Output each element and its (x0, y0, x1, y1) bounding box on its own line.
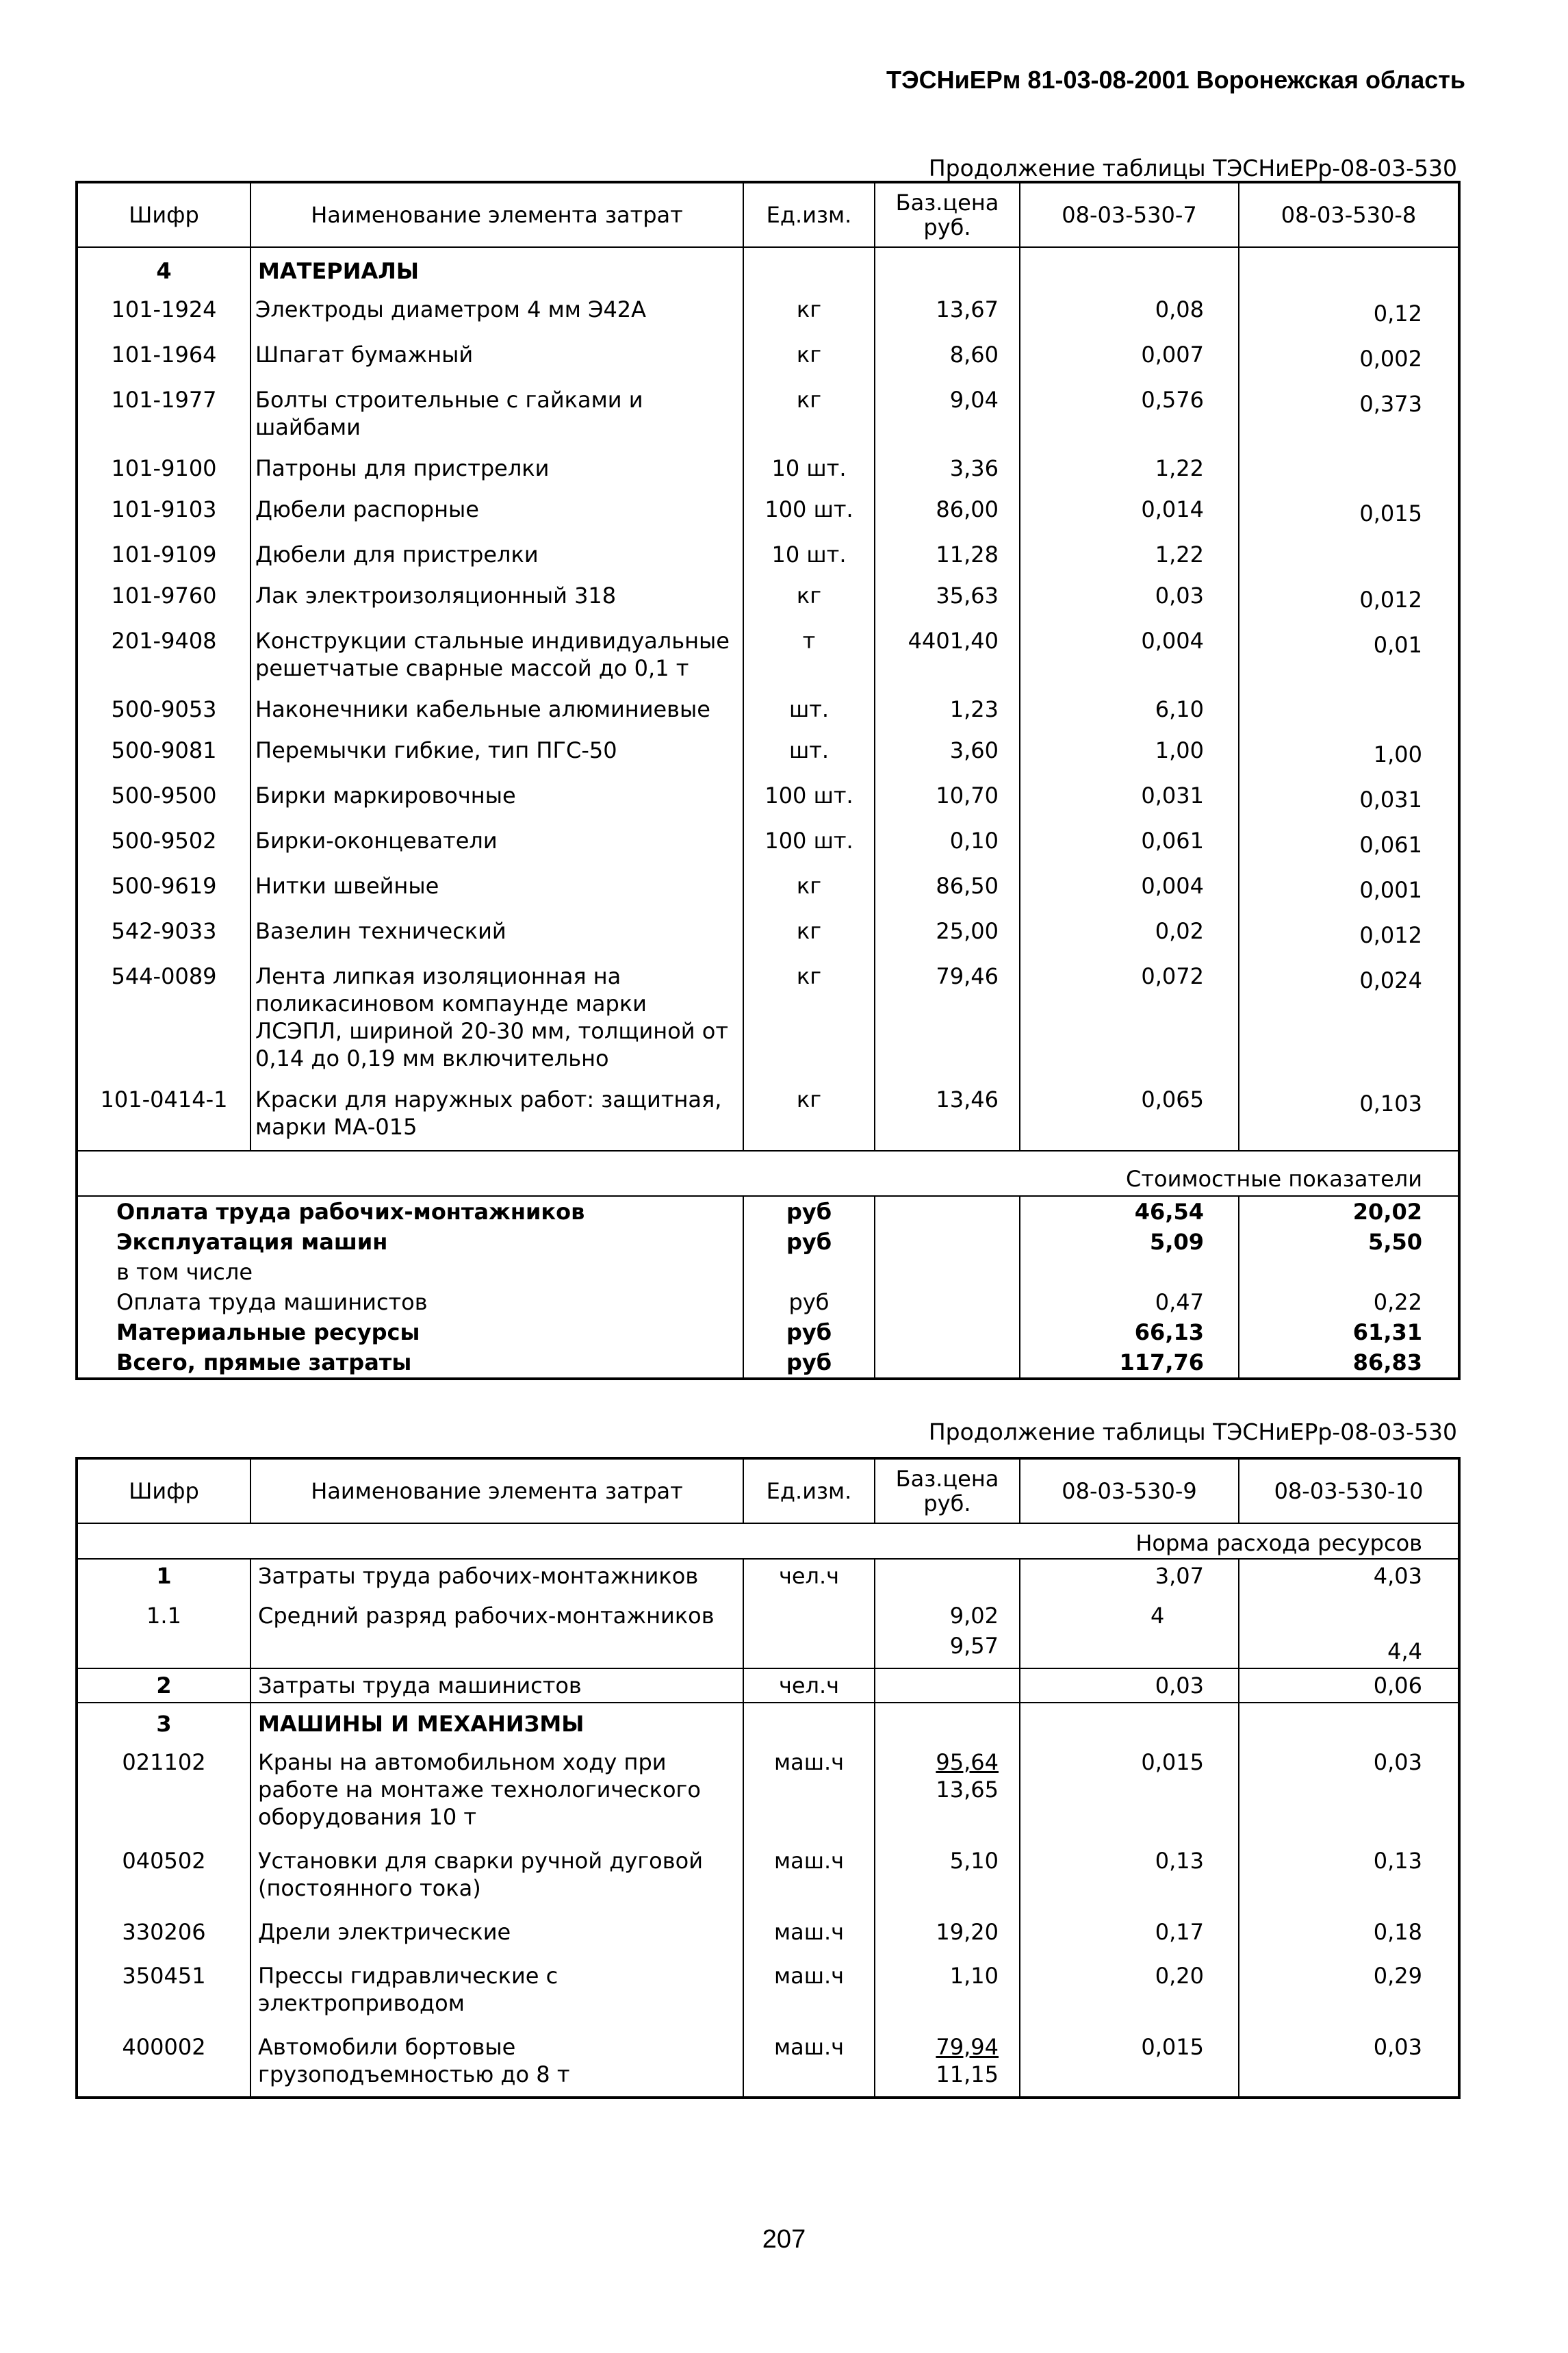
machine-price (875, 1740, 1020, 1839)
summary-price (875, 1287, 1020, 1317)
machine-name: Дрели электрические (250, 1910, 743, 1954)
row-v2: 1,00 (1239, 728, 1459, 774)
grade-name: Средний разряд рабочих-монтажников (250, 1592, 743, 1632)
table-row (77, 1910, 1459, 1954)
table-row (77, 728, 1459, 774)
table-row (77, 1839, 1459, 1910)
document-header: ТЭСНиЕРм 81-03-08-2001 Воронежская область (886, 66, 1465, 94)
col-v2-header: 08-03-530-8 (1239, 182, 1459, 247)
row-price: 4401,40 (875, 619, 1020, 687)
row-v1: 0,065 (1020, 1078, 1239, 1151)
table-row (77, 446, 1459, 487)
machine-v2: 0,13 (1239, 1839, 1459, 1910)
table-row (77, 378, 1459, 446)
summary-v1 (1020, 1257, 1239, 1287)
machine-v1: 0,13 (1020, 1839, 1239, 1910)
machine-code: 330206 (77, 1910, 250, 1954)
row-code: 500-9053 (77, 687, 250, 728)
labor-v2: 4,03 (1239, 1559, 1459, 1592)
col-name-header: Наименование элемента затрат (250, 182, 743, 247)
row-v1: 0,061 (1020, 819, 1239, 864)
summary-label: Оплата труда машинистов (116, 1289, 428, 1315)
row-v2: 0,001 (1239, 864, 1459, 909)
row-v2: 0,015 (1239, 487, 1459, 533)
grade-row (77, 1592, 1459, 1632)
table-row (77, 1740, 1459, 1839)
row-price: 3,60 (875, 728, 1020, 774)
row-code: 101-1964 (77, 333, 250, 378)
summary-unit: руб (743, 1347, 875, 1379)
machine-code: 040502 (77, 1839, 250, 1910)
machine-price-value: 95,64 (936, 1749, 999, 1775)
operators-row (77, 1668, 1459, 1703)
summary-v1: 66,13 (1020, 1317, 1239, 1347)
machine-v1: 0,17 (1020, 1910, 1239, 1954)
machine-price (875, 1954, 1020, 2025)
summary-v2: 0,22 (1239, 1287, 1459, 1317)
summary-row (77, 1347, 1459, 1379)
row-name: Патроны для пристрелки (250, 446, 743, 487)
row-v1: 0,014 (1020, 487, 1239, 533)
row-v1: 0,004 (1020, 619, 1239, 687)
summary-row (77, 1227, 1459, 1257)
machine-unit: маш.ч (743, 1740, 875, 1839)
grade-row-2 (77, 1632, 1459, 1668)
section-name: МАТЕРИАЛЫ (250, 247, 743, 288)
row-price: 25,00 (875, 909, 1020, 954)
operators-v2: 0,06 (1239, 1668, 1459, 1703)
summary-label: Эксплуатация машин (116, 1229, 388, 1255)
table-row (77, 687, 1459, 728)
row-v1: 1,22 (1020, 533, 1239, 574)
col-v1-header: 08-03-530-9 (1020, 1458, 1239, 1523)
machine-price-value: 5,10 (949, 1848, 999, 1874)
machine-v2: 0,03 (1239, 2025, 1459, 2098)
operators-name: Затраты труда машинистов (250, 1668, 743, 1703)
col-code-header: Шифр (77, 182, 250, 247)
table-row (77, 1078, 1459, 1151)
row-name: Дюбели для пристрелки (250, 533, 743, 574)
row-name: Наконечники кабельные алюминиевые (250, 687, 743, 728)
machine-price (875, 1839, 1020, 1910)
summary-row (77, 1257, 1459, 1287)
row-v1: 0,02 (1020, 909, 1239, 954)
row-v1: 6,10 (1020, 687, 1239, 728)
machine-price-value: 19,20 (936, 1919, 999, 1945)
table-row (77, 619, 1459, 687)
labor-name: Затраты труда рабочих-монтажников (250, 1559, 743, 1592)
row-price: 79,46 (875, 954, 1020, 1078)
summary-price (875, 1257, 1020, 1287)
row-price: 13,46 (875, 1078, 1020, 1151)
row-v1: 1,22 (1020, 446, 1239, 487)
row-code: 500-9619 (77, 864, 250, 909)
machine-v2: 0,18 (1239, 1910, 1459, 1954)
labor-v1: 3,07 (1020, 1559, 1239, 1592)
row-v2: 0,01 (1239, 619, 1459, 687)
row-code: 500-9502 (77, 819, 250, 864)
row-price: 3,36 (875, 446, 1020, 487)
section-row (77, 1703, 1459, 1740)
page-number: 207 (762, 2225, 806, 2254)
table1-header-row (77, 182, 1459, 247)
machine-price-value: 1,10 (949, 1963, 999, 1989)
grade-v1: 4 (1020, 1592, 1239, 1632)
row-v1: 0,576 (1020, 378, 1239, 446)
col-unit-header: Ед.изм. (743, 182, 875, 247)
machine-unit: маш.ч (743, 1839, 875, 1910)
table-row (77, 533, 1459, 574)
machines-body (77, 1740, 1459, 2098)
machine-code: 021102 (77, 1740, 250, 1839)
col-v2-header: 08-03-530-10 (1239, 1458, 1459, 1523)
machine-price (875, 2025, 1020, 2098)
row-name: Лак электроизоляционный 318 (250, 574, 743, 619)
machine-price-secondary: 11,15 (936, 2061, 999, 2087)
cost-header: Стоимостные показатели (77, 1151, 1459, 1196)
table-row (77, 333, 1459, 378)
summary-unit: руб (743, 1227, 875, 1257)
summary-v2: 61,31 (1239, 1317, 1459, 1347)
summary-unit: руб (743, 1317, 875, 1347)
row-v2: 0,103 (1239, 1078, 1459, 1151)
summary-body (77, 1196, 1459, 1379)
summary-unit: руб (743, 1196, 875, 1227)
materials-table (75, 181, 1461, 1380)
machine-unit: маш.ч (743, 1910, 875, 1954)
row-price: 35,63 (875, 574, 1020, 619)
row-price: 9,04 (875, 378, 1020, 446)
labor-row (77, 1559, 1459, 1592)
row-v1: 0,072 (1020, 954, 1239, 1078)
row-v2: 0,12 (1239, 288, 1459, 333)
row-v2: 0,031 (1239, 774, 1459, 819)
table-row (77, 1954, 1459, 2025)
col-v1-header: 08-03-530-7 (1020, 182, 1239, 247)
row-unit: кг (743, 574, 875, 619)
table-row (77, 909, 1459, 954)
row-name: Электроды диаметром 4 мм Э42А (250, 288, 743, 333)
row-name: Вазелин технический (250, 909, 743, 954)
summary-price (875, 1317, 1020, 1347)
section-code: 3 (77, 1703, 250, 1740)
col-price-header: Баз.цена руб. (875, 1458, 1020, 1523)
row-v2: 0,024 (1239, 954, 1459, 1078)
row-v2: 0,002 (1239, 333, 1459, 378)
row-v2: 0,061 (1239, 819, 1459, 864)
row-v1: 0,007 (1020, 333, 1239, 378)
row-v1: 0,03 (1020, 574, 1239, 619)
table-row (77, 954, 1459, 1078)
machine-unit: маш.ч (743, 1954, 875, 2025)
row-unit: шт. (743, 687, 875, 728)
row-unit: 100 шт. (743, 487, 875, 533)
row-code: 542-9033 (77, 909, 250, 954)
machines-table (75, 1457, 1461, 2099)
row-unit: кг (743, 954, 875, 1078)
row-v2: 0,012 (1239, 909, 1459, 954)
summary-row (77, 1196, 1459, 1227)
col-price-header: Баз.цена руб. (875, 182, 1020, 247)
machine-price-secondary: 13,65 (936, 1777, 999, 1803)
row-name: Конструкции стальные индивидуальные решетчатые сварные массой до 0,1 т (250, 619, 743, 687)
table-row (77, 574, 1459, 619)
row-code: 101-1977 (77, 378, 250, 446)
grade-price-1: 9,02 (875, 1592, 1020, 1632)
machine-v1: 0,20 (1020, 1954, 1239, 2025)
table-row (77, 864, 1459, 909)
table-row (77, 774, 1459, 819)
row-name: Краски для наружных работ: защитная, марки МА-015 (250, 1078, 743, 1151)
machine-price-value: 79,94 (936, 2034, 999, 2060)
summary-price (875, 1347, 1020, 1379)
col-unit-header: Ед.изм. (743, 1458, 875, 1523)
machine-unit: маш.ч (743, 2025, 875, 2098)
summary-v2: 20,02 (1239, 1196, 1459, 1227)
labor-code: 1 (77, 1559, 250, 1592)
summary-unit (743, 1257, 875, 1287)
summary-label: Всего, прямые затраты (116, 1349, 412, 1375)
table-row (77, 819, 1459, 864)
operators-code: 2 (77, 1668, 250, 1703)
summary-v1: 117,76 (1020, 1347, 1239, 1379)
row-v2 (1239, 533, 1459, 574)
machine-code: 350451 (77, 1954, 250, 2025)
machine-v1: 0,015 (1020, 1740, 1239, 1839)
row-v2 (1239, 446, 1459, 487)
row-code: 500-9500 (77, 774, 250, 819)
row-price: 10,70 (875, 774, 1020, 819)
operators-v1: 0,03 (1020, 1668, 1239, 1703)
table2-header-row (77, 1458, 1459, 1523)
summary-row (77, 1317, 1459, 1347)
summary-v1: 46,54 (1020, 1196, 1239, 1227)
summary-v1: 0,47 (1020, 1287, 1239, 1317)
row-price: 1,23 (875, 687, 1020, 728)
section-name: МАШИНЫ И МЕХАНИЗМЫ (250, 1703, 743, 1740)
row-code: 101-9760 (77, 574, 250, 619)
summary-unit: руб (743, 1287, 875, 1317)
machine-name: Автомобили бортовые грузоподъемностью до 8 т (250, 2025, 743, 2098)
row-name: Лента липкая изоляционная на поликасиновом компаунде марки ЛСЭПЛ, шириной 20-30 мм, толщиной от 0,14 до 0,19 мм включительно (250, 954, 743, 1078)
row-code: 101-0414-1 (77, 1078, 250, 1151)
table2-caption: Продолжение таблицы ТЭСНиЕРр-08-03-530 (928, 1419, 1457, 1445)
summary-v1: 5,09 (1020, 1227, 1239, 1257)
row-name: Бирки-оконцеватели (250, 819, 743, 864)
operators-unit: чел.ч (743, 1668, 875, 1703)
machine-v2: 0,03 (1239, 1740, 1459, 1839)
machine-name: Установки для сварки ручной дуговой (постоянного тока) (250, 1839, 743, 1910)
section-row (77, 247, 1459, 288)
row-price: 86,50 (875, 864, 1020, 909)
row-price: 8,60 (875, 333, 1020, 378)
grade-v2: 4,4 (1239, 1632, 1459, 1668)
machine-name: Краны на автомобильном ходу при работе на монтаже технологического оборудования 10 т (250, 1740, 743, 1839)
row-v1: 0,08 (1020, 288, 1239, 333)
machine-v2: 0,29 (1239, 1954, 1459, 2025)
row-unit: 100 шт. (743, 774, 875, 819)
norm-header-row (77, 1523, 1459, 1559)
row-code: 500-9081 (77, 728, 250, 774)
row-name: Бирки маркировочные (250, 774, 743, 819)
machine-code: 400002 (77, 2025, 250, 2098)
norm-header: Норма расхода ресурсов (77, 1523, 1459, 1559)
summary-label: Материальные ресурсы (116, 1319, 420, 1345)
row-unit: шт. (743, 728, 875, 774)
section-code: 4 (77, 247, 250, 288)
row-unit: 100 шт. (743, 819, 875, 864)
machine-price (875, 1910, 1020, 1954)
grade-price-2: 9,57 (875, 1632, 1020, 1668)
row-unit: кг (743, 333, 875, 378)
row-v1: 0,004 (1020, 864, 1239, 909)
col-code-header: Шифр (77, 1458, 250, 1523)
row-price: 11,28 (875, 533, 1020, 574)
summary-v2: 5,50 (1239, 1227, 1459, 1257)
summary-price (875, 1196, 1020, 1227)
row-unit: кг (743, 1078, 875, 1151)
row-unit: кг (743, 288, 875, 333)
row-name: Болты строительные с гайками и шайбами (250, 378, 743, 446)
cost-summary (77, 1151, 1459, 1196)
row-code: 101-9100 (77, 446, 250, 487)
table-row (77, 2025, 1459, 2098)
summary-label: Оплата труда рабочих-монтажников (77, 1196, 743, 1227)
summary-v2 (1239, 1257, 1459, 1287)
summary-price (875, 1227, 1020, 1257)
row-price: 13,67 (875, 288, 1020, 333)
machine-v1: 0,015 (1020, 2025, 1239, 2098)
row-v2 (1239, 687, 1459, 728)
row-name: Нитки швейные (250, 864, 743, 909)
grade-code: 1.1 (77, 1592, 250, 1632)
row-unit: т (743, 619, 875, 687)
cost-header-row (77, 1151, 1459, 1196)
row-unit: кг (743, 909, 875, 954)
row-name: Шпагат бумажный (250, 333, 743, 378)
row-unit: кг (743, 378, 875, 446)
labor-unit: чел.ч (743, 1559, 875, 1592)
table-row (77, 288, 1459, 333)
row-unit: 10 шт. (743, 533, 875, 574)
row-unit: 10 шт. (743, 446, 875, 487)
machine-name: Прессы гидравлические с электроприводом (250, 1954, 743, 2025)
summary-row (77, 1287, 1459, 1317)
row-v1: 0,031 (1020, 774, 1239, 819)
row-code: 201-9408 (77, 619, 250, 687)
row-code: 544-0089 (77, 954, 250, 1078)
row-v2: 0,012 (1239, 574, 1459, 619)
table-row (77, 487, 1459, 533)
row-unit: кг (743, 864, 875, 909)
row-price: 0,10 (875, 819, 1020, 864)
col-name-header: Наименование элемента затрат (250, 1458, 743, 1523)
summary-label: в том числе (116, 1259, 253, 1285)
row-v1: 1,00 (1020, 728, 1239, 774)
summary-v2: 86,83 (1239, 1347, 1459, 1379)
table1-body (77, 247, 1459, 1151)
row-code: 101-1924 (77, 288, 250, 333)
table1-caption: Продолжение таблицы ТЭСНиЕРр-08-03-530 (928, 155, 1457, 181)
row-v2: 0,373 (1239, 378, 1459, 446)
row-name: Дюбели распорные (250, 487, 743, 533)
row-code: 101-9103 (77, 487, 250, 533)
row-code: 101-9109 (77, 533, 250, 574)
row-price: 86,00 (875, 487, 1020, 533)
row-name: Перемычки гибкие, тип ПГС-50 (250, 728, 743, 774)
